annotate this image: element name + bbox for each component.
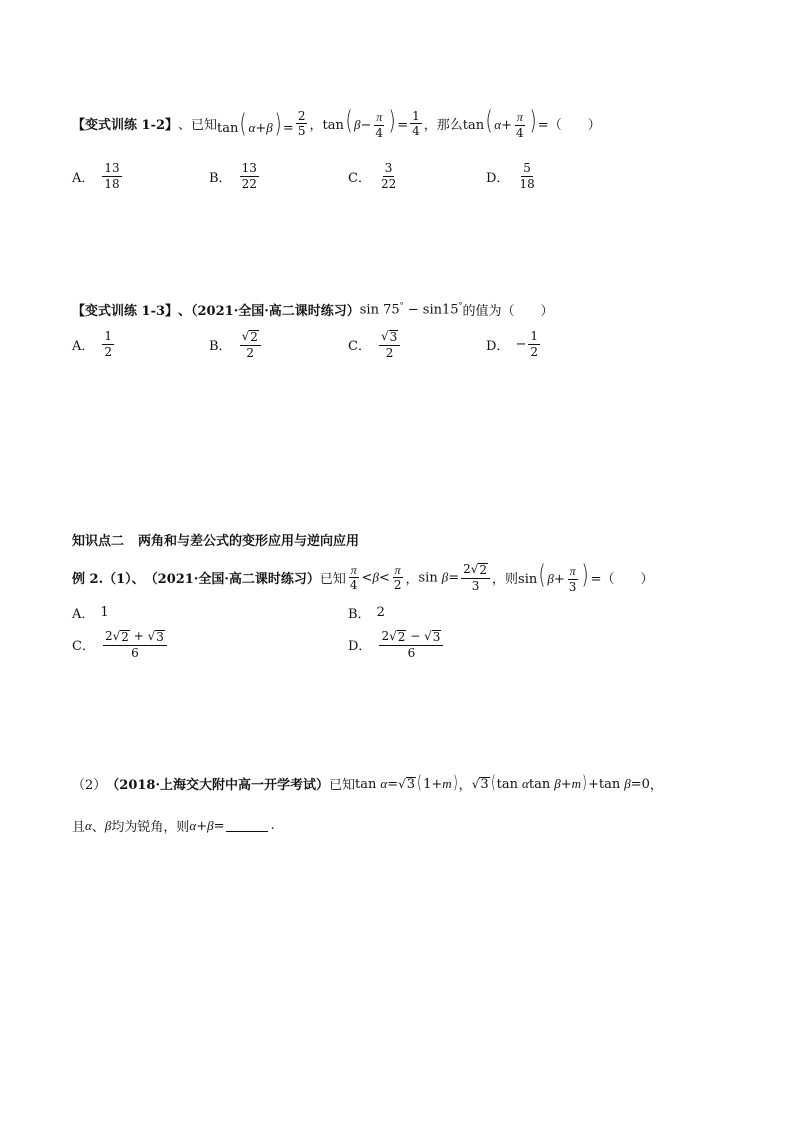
- math-var-beta: β: [104, 817, 112, 833]
- question-text: 的值为（ ）: [462, 304, 554, 319]
- section-title: 两角和与差公式的变形应用与逆向应用: [138, 534, 360, 549]
- option-d[interactable]: [348, 630, 445, 660]
- example-source: （2018·上海交大附中高一开学考试）: [106, 778, 329, 793]
- option-fraction: 2 √ 2 + √ 3 6: [103, 630, 167, 660]
- fraction: $\frac{1}{4}$: [412, 108, 420, 139]
- question-text: 已知: [319, 572, 346, 588]
- option-fraction: $\frac{1}{2}$: [104, 329, 113, 359]
- option-fraction: $\frac{13}{18}$: [104, 161, 120, 191]
- example-source: （2021·全国·高二课时练习）: [144, 572, 320, 588]
- section-heading: [72, 530, 359, 549]
- option-b[interactable]: [348, 603, 385, 622]
- option-b[interactable]: [209, 162, 261, 190]
- option-letter: B．: [348, 607, 371, 622]
- option-a[interactable]: [72, 162, 124, 190]
- option-letter: B．: [209, 339, 232, 355]
- example-2-2-stem: [72, 774, 663, 793]
- question-source: 、（2021·全国·高二课时练习）: [178, 304, 360, 319]
- punct: ，: [405, 572, 419, 588]
- question-text: 均为锐角，则: [111, 820, 190, 835]
- example-part: （2）: [72, 778, 107, 793]
- math-expr: √ 3 (tan αtan β+m)+tan β=0: [471, 772, 650, 794]
- minus-sign: −: [515, 336, 527, 352]
- math-expr: sin 75° − sin15°: [359, 301, 463, 318]
- option-letter: A．: [72, 338, 95, 354]
- question-1-2-stem: [72, 108, 601, 140]
- answer-paren: （ ）: [601, 572, 654, 588]
- section-label: 知识点二: [72, 534, 125, 549]
- option-letter: D．: [486, 170, 510, 186]
- math-expr: sin( β+ $\frac{\pi}{3}$ ) =: [518, 560, 602, 594]
- punct: ，: [458, 778, 472, 793]
- option-fraction: $\frac{13}{22}$: [241, 161, 257, 191]
- fraction: $\frac{2}{5}$: [297, 108, 306, 139]
- math-var-alpha: α: [85, 817, 92, 833]
- option-fraction: √ 2 2: [240, 330, 261, 360]
- question-text: ，则: [492, 572, 519, 588]
- question-text: 且: [72, 820, 86, 835]
- option-value: 1: [100, 605, 109, 620]
- option-letter: C．: [72, 639, 95, 655]
- option-letter: D．: [348, 639, 372, 655]
- answer-blank[interactable]: [226, 819, 268, 832]
- option-c[interactable]: [348, 162, 400, 190]
- example-2-2-line2: [72, 816, 275, 835]
- example-part: （1）、: [103, 572, 145, 588]
- option-c[interactable]: [348, 330, 402, 360]
- option-fraction: 2 √ 2 − √ 3 6: [379, 630, 443, 660]
- option-letter: B．: [209, 170, 232, 186]
- example-label: 例 2.: [72, 572, 104, 588]
- question-text: 已知: [329, 778, 356, 793]
- math-expr: tan( α+ $\frac{\pi}{4}$ ) =: [462, 106, 549, 140]
- math-expr: tan( β− $\frac{\pi}{4}$ ) =: [322, 106, 409, 140]
- option-c[interactable]: [72, 630, 169, 660]
- math-expr: α+β=: [189, 817, 225, 834]
- option-b[interactable]: [209, 330, 263, 360]
- option-letter: D．: [486, 338, 510, 354]
- math-expr: tan α= √ 3 (1+m): [355, 772, 458, 794]
- math-expr: $\frac{\pi}{4}$ <β< $\frac{\pi}{2}$: [349, 562, 402, 593]
- question-tag: 【变式训练 1-2】: [72, 118, 179, 134]
- option-fraction: $\frac{5}{18}$: [519, 161, 535, 191]
- option-value: 2: [376, 605, 385, 620]
- option-d[interactable]: [486, 330, 542, 358]
- punct: .: [270, 818, 275, 833]
- option-a[interactable]: [72, 330, 116, 358]
- option-a[interactable]: [72, 603, 109, 622]
- option-fraction: $\frac{1}{2}$: [530, 329, 538, 359]
- math-expr: sin β= 2 √ 2 3: [419, 563, 493, 593]
- punct: ，: [309, 118, 323, 134]
- punct: ，: [649, 778, 663, 793]
- answer-paren: （ ）: [548, 118, 601, 134]
- option-letter: A．: [72, 170, 95, 186]
- math-expr: tan( α+β) =: [217, 108, 294, 139]
- example-2-1-stem: [72, 562, 654, 594]
- option-fraction: $\frac{3}{22}$: [380, 161, 397, 191]
- question-text: 、已知: [178, 118, 218, 134]
- punct: 、: [91, 820, 105, 835]
- question-tag: 【变式训练 1-3】: [72, 304, 179, 319]
- option-d[interactable]: [486, 162, 539, 190]
- question-text: ，那么: [423, 118, 463, 134]
- question-1-3-stem: [72, 300, 554, 319]
- option-fraction: √ 3 2: [379, 330, 400, 360]
- option-letter: C．: [348, 339, 371, 355]
- option-letter: C．: [348, 170, 371, 186]
- option-letter: A．: [72, 607, 95, 622]
